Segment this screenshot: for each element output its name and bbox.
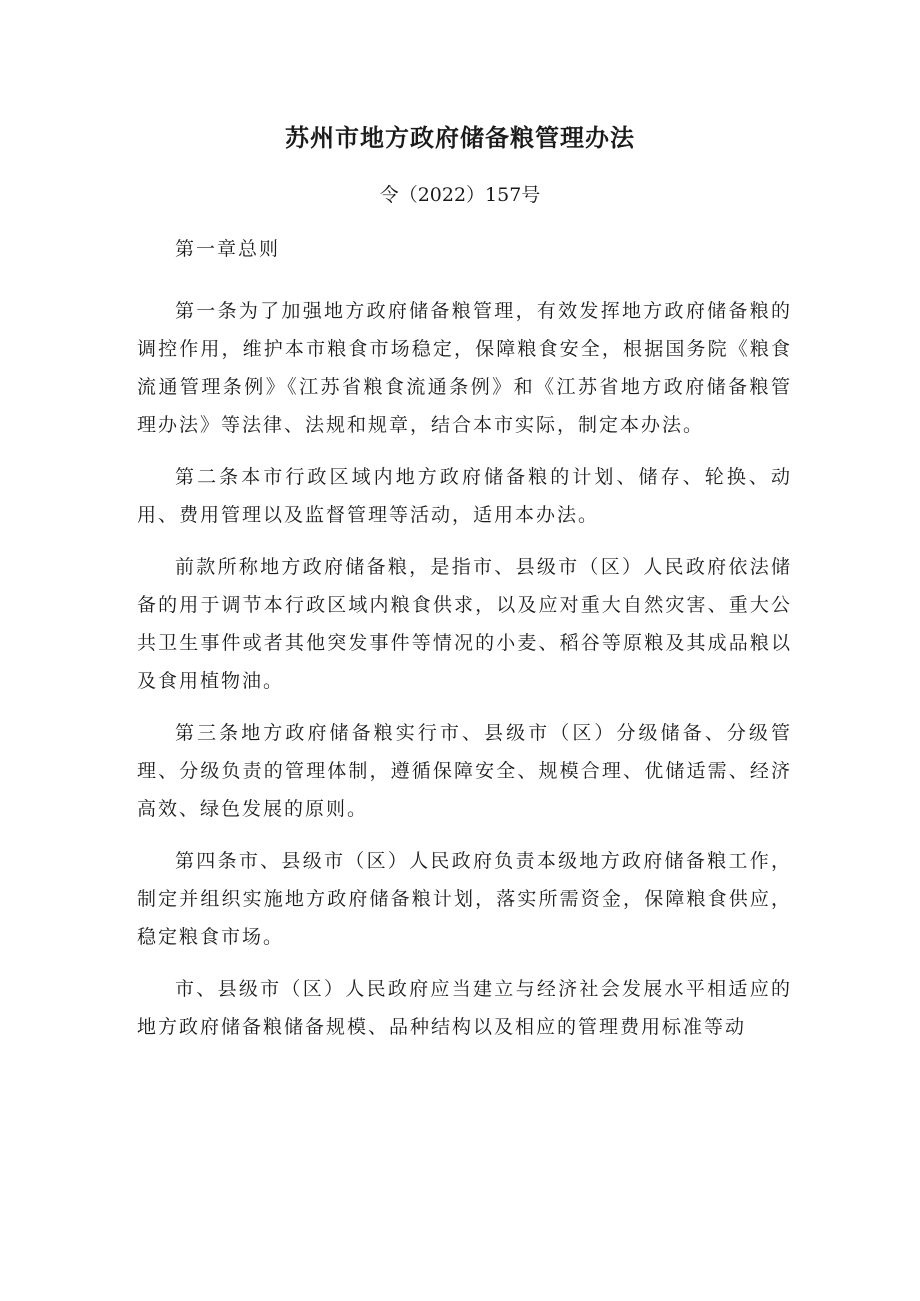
article-paragraph: 市、县级市（区）人民政府应当建立与经济社会发展水平相适应的地方政府储备粮储备规模、品种结构以及相应的管理费用标准等动 — [137, 978, 792, 1038]
article-paragraph: 第三条地方政府储备粮实行市、县级市（区）分级储备、分级管理、分级负责的管理体制，遵循保障安全、规模合理、优储适需、经济高效、绿色发展的原则。 — [137, 722, 792, 820]
document-title: 苏州市地方政府储备粮管理办法 — [285, 124, 635, 152]
chapter-heading: 第一章总则 — [175, 238, 281, 260]
article-paragraph: 第四条市、县级市（区）人民政府负责本级地方政府储备粮工作，制定并组织实施地方政府储备粮计划，落实所需资金，保障粮食供应，稳定粮食市场。 — [137, 850, 792, 948]
article-paragraph: 前款所称地方政府储备粮，是指市、县级市（区）人民政府依法储备的用于调节本行政区域内粮食供求，以及应对重大自然灾害、重大公共卫生事件或者其他突发事件等情况的小麦、稻谷等原粮及其成品粮以及食用植物油。 — [137, 556, 792, 692]
article-paragraph: 第二条本市行政区域内地方政府储备粮的计划、储存、轮换、动用、费用管理以及监督管理等活动，适用本办法。 — [137, 466, 792, 526]
document-body — [137, 230, 792, 1060]
document-number: 令（2022）157号 — [379, 184, 541, 206]
article-paragraph: 第一条为了加强地方政府储备粮管理，有效发挥地方政府储备粮的调控作用，维护本市粮食市场稳定，保障粮食安全，根据国务院《粮食流通管理条例》《江苏省粮食流通条例》和《江苏省地方政府储备粮管理办法》等法律、法规和规章，结合本市实际，制定本办法。 — [137, 300, 792, 436]
